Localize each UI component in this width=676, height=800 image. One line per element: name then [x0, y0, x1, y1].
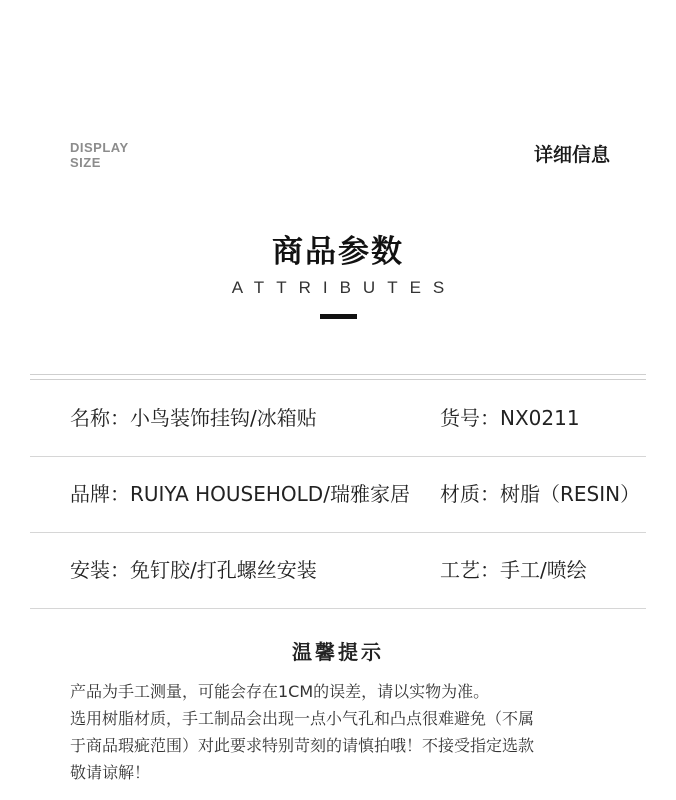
section-subtitle: ATTRIBUTES [231, 278, 457, 297]
attribute-craft-cell: 工艺：手工/喷绘 [440, 558, 587, 582]
detail-info-heading: 详细信息 [533, 144, 610, 166]
attribute-name-cell: 名称：小鸟装饰挂钩/冰箱贴 [70, 406, 317, 430]
title-underline-bar [320, 314, 357, 319]
attribute-item-number-cell: 货号：NX0211 [440, 406, 580, 430]
attribute-row [30, 532, 646, 609]
tips-text [70, 678, 615, 786]
display-size-line1: DISPLAY [70, 140, 129, 155]
display-size-label [70, 140, 129, 170]
section-title: 商品参数 [272, 234, 404, 270]
display-size-line2: SIZE [70, 155, 101, 170]
tips-line: 于商品瑕疵范围）对此要求特别苛刻的请慎拍哦！不接受指定选款 [70, 736, 535, 755]
tips-line: 产品为手工测量，可能会存在1CM的误差，请以实物为准。 [70, 682, 490, 701]
tips-title: 温馨提示 [292, 640, 384, 664]
attribute-brand-cell: 品牌：RUIYA HOUSEHOLD/瑞雅家居 [70, 482, 410, 506]
attribute-installation-cell: 安装：免钉胶/打孔螺丝安装 [70, 558, 317, 582]
tips-line: 选用树脂材质，手工制品会出现一点小气孔和凸点很难避免（不属 [70, 709, 535, 728]
attribute-row [30, 380, 646, 457]
attribute-row [30, 456, 646, 533]
tips-line: 敬请谅解！ [70, 763, 151, 782]
attribute-material-cell: 材质：树脂（RESIN） [440, 482, 641, 506]
